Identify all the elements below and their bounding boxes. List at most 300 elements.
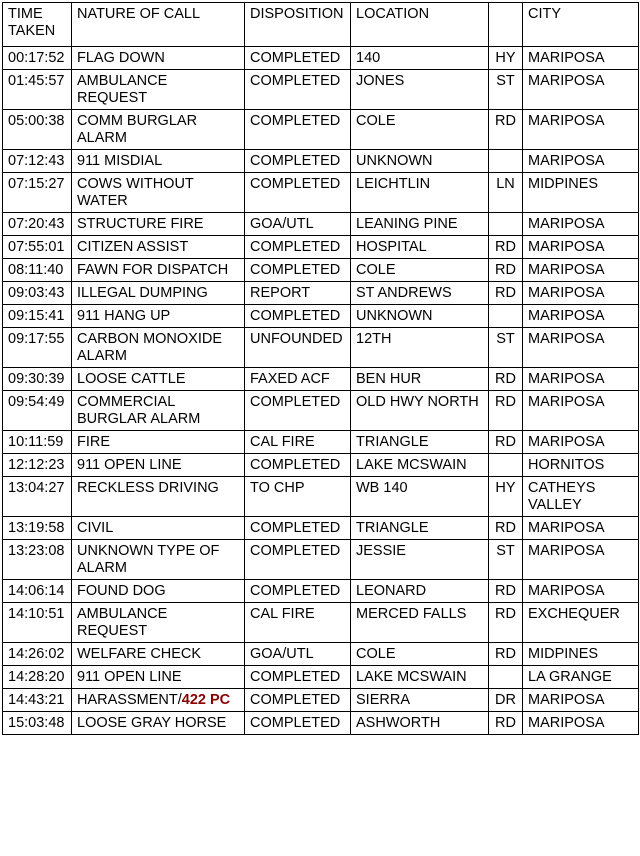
time-text: 14:26:02 xyxy=(8,646,65,662)
time-text: 07:55:01 xyxy=(8,239,65,255)
time-cell xyxy=(3,540,72,580)
city-text: MARIPOSA xyxy=(528,715,605,731)
nature-text: 911 HANG UP xyxy=(77,308,171,324)
column-header-city: CITY xyxy=(523,3,639,47)
street-suffix-text: RD xyxy=(495,646,516,662)
time-text: 14:28:20 xyxy=(8,669,65,685)
location-text: LEONARD xyxy=(356,583,427,599)
time-text: 13:19:58 xyxy=(8,520,65,536)
time-cell xyxy=(3,328,72,368)
street-suffix-cell xyxy=(489,328,523,368)
location-text: COLE xyxy=(356,113,396,129)
city-text: MARIPOSA xyxy=(528,153,605,169)
city-cell xyxy=(523,431,639,454)
street-suffix-cell xyxy=(489,47,523,70)
street-suffix-text: ST xyxy=(496,543,515,559)
disposition-cell xyxy=(245,603,351,643)
city-text: EXCHEQUER xyxy=(528,606,620,622)
city-text: MIDPINES xyxy=(528,646,599,662)
location-text: 12TH xyxy=(356,331,392,347)
city-cell xyxy=(523,643,639,666)
column-header-time: TIME TAKEN xyxy=(3,3,72,47)
disposition-cell xyxy=(245,666,351,689)
disposition-cell xyxy=(245,236,351,259)
time-text: 01:45:57 xyxy=(8,73,65,89)
disposition-text: GOA/UTL xyxy=(250,646,314,662)
table-row xyxy=(3,110,639,150)
street-suffix-text: RD xyxy=(495,262,516,278)
nature-text: 911 MISDIAL xyxy=(77,153,163,169)
city-cell xyxy=(523,213,639,236)
disposition-text: COMPLETED xyxy=(250,153,341,169)
nature-cell xyxy=(72,305,245,328)
nature-cell xyxy=(72,603,245,643)
table-row xyxy=(3,47,639,70)
street-suffix-cell xyxy=(489,110,523,150)
disposition-text: COMPLETED xyxy=(250,715,341,731)
city-text: CATHEYS VALLEY xyxy=(528,480,596,513)
header-row xyxy=(3,3,639,47)
disposition-text: COMPLETED xyxy=(250,669,341,685)
city-text: MARIPOSA xyxy=(528,543,605,559)
street-suffix-text: RD xyxy=(495,434,516,450)
location-cell xyxy=(351,454,489,477)
city-text: MARIPOSA xyxy=(528,216,605,232)
table-row xyxy=(3,666,639,689)
city-text: MARIPOSA xyxy=(528,371,605,387)
street-suffix-text: ST xyxy=(496,331,515,347)
street-suffix-text: RD xyxy=(495,394,516,410)
nature-cell xyxy=(72,712,245,735)
time-text: 09:15:41 xyxy=(8,308,65,324)
location-cell xyxy=(351,666,489,689)
nature-cell xyxy=(72,282,245,305)
street-suffix-text: RD xyxy=(495,371,516,387)
city-cell xyxy=(523,712,639,735)
street-suffix-cell xyxy=(489,643,523,666)
table-row xyxy=(3,643,639,666)
disposition-cell xyxy=(245,150,351,173)
location-text: COLE xyxy=(356,262,396,278)
nature-text: COMMERCIAL BURGLAR ALARM xyxy=(77,394,201,427)
table-row xyxy=(3,282,639,305)
nature-cell xyxy=(72,368,245,391)
street-suffix-text: RD xyxy=(495,113,516,129)
disposition-text: CAL FIRE xyxy=(250,606,315,622)
table-row xyxy=(3,368,639,391)
time-text: 00:17:52 xyxy=(8,50,65,66)
table-row xyxy=(3,517,639,540)
city-text: HORNITOS xyxy=(528,457,605,473)
city-text: MARIPOSA xyxy=(528,434,605,450)
city-text: MARIPOSA xyxy=(528,50,605,66)
disposition-text: FAXED ACF xyxy=(250,371,330,387)
location-text: TRIANGLE xyxy=(356,520,429,536)
time-cell xyxy=(3,110,72,150)
time-cell xyxy=(3,213,72,236)
location-text: TRIANGLE xyxy=(356,434,429,450)
disposition-text: COMPLETED xyxy=(250,73,341,89)
city-cell xyxy=(523,689,639,712)
nature-cell xyxy=(72,328,245,368)
nature-text: FLAG DOWN xyxy=(77,50,165,66)
street-suffix-cell xyxy=(489,173,523,213)
disposition-cell xyxy=(245,259,351,282)
time-cell xyxy=(3,70,72,110)
nature-cell xyxy=(72,540,245,580)
city-text: MIDPINES xyxy=(528,176,599,192)
time-text: 09:30:39 xyxy=(8,371,65,387)
city-text: MARIPOSA xyxy=(528,285,605,301)
nature-cell xyxy=(72,391,245,431)
disposition-text: COMPLETED xyxy=(250,457,341,473)
location-text: COLE xyxy=(356,646,396,662)
column-header-location: LOCATION xyxy=(351,3,489,47)
city-cell xyxy=(523,70,639,110)
disposition-text: COMPLETED xyxy=(250,394,341,410)
city-text: MARIPOSA xyxy=(528,331,605,347)
location-text: LEANING PINE xyxy=(356,216,458,232)
location-cell xyxy=(351,150,489,173)
nature-cell xyxy=(72,173,245,213)
time-text: 10:11:59 xyxy=(8,434,64,450)
street-suffix-cell xyxy=(489,368,523,391)
disposition-text: COMPLETED xyxy=(250,239,341,255)
disposition-cell xyxy=(245,70,351,110)
call-log-table xyxy=(2,2,639,735)
table-row xyxy=(3,213,639,236)
disposition-cell xyxy=(245,213,351,236)
disposition-cell xyxy=(245,368,351,391)
city-cell xyxy=(523,580,639,603)
table-row xyxy=(3,173,639,213)
street-suffix-cell xyxy=(489,305,523,328)
nature-text: AMBULANCE REQUEST xyxy=(77,606,168,639)
city-cell xyxy=(523,391,639,431)
disposition-text: COMPLETED xyxy=(250,50,341,66)
time-cell xyxy=(3,517,72,540)
disposition-cell xyxy=(245,540,351,580)
location-cell xyxy=(351,70,489,110)
location-cell xyxy=(351,173,489,213)
location-text: WB 140 xyxy=(356,480,408,496)
location-text: LAKE MCSWAIN xyxy=(356,457,467,473)
city-text: MARIPOSA xyxy=(528,520,605,536)
nature-cell xyxy=(72,689,245,712)
city-cell xyxy=(523,259,639,282)
city-cell xyxy=(523,368,639,391)
nature-text: 911 OPEN LINE xyxy=(77,669,182,685)
city-cell xyxy=(523,305,639,328)
city-cell xyxy=(523,540,639,580)
time-text: 05:00:38 xyxy=(8,113,65,129)
disposition-text: COMPLETED xyxy=(250,543,341,559)
nature-text: CARBON MONOXIDE ALARM xyxy=(77,331,223,364)
location-cell xyxy=(351,391,489,431)
city-cell xyxy=(523,454,639,477)
location-cell xyxy=(351,580,489,603)
location-text: SIERRA xyxy=(356,692,410,708)
location-cell xyxy=(351,305,489,328)
street-suffix-cell xyxy=(489,689,523,712)
disposition-text: COMPLETED xyxy=(250,520,341,536)
disposition-text: TO CHP xyxy=(250,480,305,496)
location-cell xyxy=(351,712,489,735)
time-text: 09:17:55 xyxy=(8,331,65,347)
time-cell xyxy=(3,454,72,477)
time-cell xyxy=(3,47,72,70)
street-suffix-cell xyxy=(489,666,523,689)
location-cell xyxy=(351,259,489,282)
nature-text: STRUCTURE FIRE xyxy=(77,216,204,232)
location-cell xyxy=(351,236,489,259)
street-suffix-cell xyxy=(489,431,523,454)
time-cell xyxy=(3,689,72,712)
street-suffix-cell xyxy=(489,517,523,540)
time-cell xyxy=(3,712,72,735)
city-cell xyxy=(523,47,639,70)
location-text: ASHWORTH xyxy=(356,715,441,731)
nature-cell xyxy=(72,47,245,70)
time-cell xyxy=(3,236,72,259)
location-cell xyxy=(351,368,489,391)
city-cell xyxy=(523,517,639,540)
time-cell xyxy=(3,477,72,517)
city-cell xyxy=(523,236,639,259)
city-cell xyxy=(523,477,639,517)
location-text: JESSIE xyxy=(356,543,406,559)
nature-text: UNKNOWN TYPE OF ALARM xyxy=(77,543,220,576)
disposition-text: COMPLETED xyxy=(250,262,341,278)
location-cell xyxy=(351,540,489,580)
disposition-cell xyxy=(245,643,351,666)
disposition-text: GOA/UTL xyxy=(250,216,314,232)
time-text: 14:06:14 xyxy=(8,583,65,599)
nature-cell xyxy=(72,517,245,540)
disposition-text: UNFOUNDED xyxy=(250,331,343,347)
time-text: 12:12:23 xyxy=(8,457,65,473)
location-cell xyxy=(351,110,489,150)
disposition-cell xyxy=(245,454,351,477)
disposition-text: CAL FIRE xyxy=(250,434,315,450)
disposition-cell xyxy=(245,712,351,735)
street-suffix-cell xyxy=(489,580,523,603)
penal-code-highlight: 422 PC xyxy=(181,692,231,708)
city-cell xyxy=(523,150,639,173)
disposition-text: COMPLETED xyxy=(250,113,341,129)
disposition-cell xyxy=(245,47,351,70)
column-header-disposition: DISPOSITION xyxy=(245,3,351,47)
time-cell xyxy=(3,150,72,173)
location-text: 140 xyxy=(356,50,381,66)
location-text: ST ANDREWS xyxy=(356,285,452,301)
city-text: MARIPOSA xyxy=(528,239,605,255)
location-text: MERCED FALLS xyxy=(356,606,467,622)
time-cell xyxy=(3,282,72,305)
nature-text: RECKLESS DRIVING xyxy=(77,480,219,496)
city-cell xyxy=(523,603,639,643)
city-cell xyxy=(523,282,639,305)
table-row xyxy=(3,328,639,368)
city-text: MARIPOSA xyxy=(528,692,605,708)
nature-cell xyxy=(72,259,245,282)
nature-cell xyxy=(72,666,245,689)
nature-text: CITIZEN ASSIST xyxy=(77,239,189,255)
street-suffix-text: RD xyxy=(495,606,516,622)
disposition-text: COMPLETED xyxy=(250,692,341,708)
nature-cell xyxy=(72,477,245,517)
city-text: MARIPOSA xyxy=(528,73,605,89)
disposition-cell xyxy=(245,477,351,517)
nature-cell xyxy=(72,150,245,173)
time-text: 07:15:27 xyxy=(8,176,65,192)
location-text: OLD HWY NORTH xyxy=(356,394,479,410)
street-suffix-cell xyxy=(489,477,523,517)
location-cell xyxy=(351,603,489,643)
city-cell xyxy=(523,173,639,213)
column-header-nature: NATURE OF CALL xyxy=(72,3,245,47)
table-row xyxy=(3,454,639,477)
location-text: UNKNOWN xyxy=(356,153,433,169)
table-row xyxy=(3,70,639,110)
city-cell xyxy=(523,328,639,368)
street-suffix-text: HY xyxy=(495,50,516,66)
street-suffix-text: RD xyxy=(495,239,516,255)
location-cell xyxy=(351,47,489,70)
location-cell xyxy=(351,477,489,517)
street-suffix-cell xyxy=(489,454,523,477)
street-suffix-text: ST xyxy=(496,73,515,89)
time-text: 13:04:27 xyxy=(8,480,65,496)
table-row xyxy=(3,150,639,173)
street-suffix-cell xyxy=(489,213,523,236)
time-cell xyxy=(3,173,72,213)
time-cell xyxy=(3,391,72,431)
location-text: HOSPITAL xyxy=(356,239,427,255)
street-suffix-text: RD xyxy=(495,285,516,301)
table-row xyxy=(3,477,639,517)
column-header-suffix xyxy=(489,3,523,47)
disposition-cell xyxy=(245,689,351,712)
table-row xyxy=(3,431,639,454)
nature-text: CIVIL xyxy=(77,520,114,536)
city-text: MARIPOSA xyxy=(528,394,605,410)
table-row xyxy=(3,305,639,328)
time-text: 15:03:48 xyxy=(8,715,65,731)
nature-text: COWS WITHOUT WATER xyxy=(77,176,194,209)
street-suffix-text: LN xyxy=(496,176,515,192)
table-row xyxy=(3,259,639,282)
nature-text: HARASSMENT/ xyxy=(77,692,182,708)
location-text: BEN HUR xyxy=(356,371,422,387)
nature-cell xyxy=(72,454,245,477)
table-row xyxy=(3,540,639,580)
table-row xyxy=(3,580,639,603)
street-suffix-cell xyxy=(489,259,523,282)
city-text: MARIPOSA xyxy=(528,262,605,278)
table-row xyxy=(3,391,639,431)
street-suffix-cell xyxy=(489,150,523,173)
nature-text: 911 OPEN LINE xyxy=(77,457,182,473)
time-text: 07:20:43 xyxy=(8,216,65,232)
time-cell xyxy=(3,305,72,328)
location-cell xyxy=(351,282,489,305)
disposition-cell xyxy=(245,305,351,328)
street-suffix-cell xyxy=(489,540,523,580)
location-cell xyxy=(351,328,489,368)
city-text: MARIPOSA xyxy=(528,113,605,129)
city-cell xyxy=(523,110,639,150)
location-cell xyxy=(351,431,489,454)
nature-text: COMM BURGLAR ALARM xyxy=(77,113,198,146)
disposition-cell xyxy=(245,431,351,454)
street-suffix-text: RD xyxy=(495,520,516,536)
city-cell xyxy=(523,666,639,689)
nature-text: WELFARE CHECK xyxy=(77,646,202,662)
nature-cell xyxy=(72,213,245,236)
nature-cell xyxy=(72,236,245,259)
nature-cell xyxy=(72,70,245,110)
street-suffix-text: RD xyxy=(495,715,516,731)
time-cell xyxy=(3,431,72,454)
location-cell xyxy=(351,689,489,712)
disposition-cell xyxy=(245,580,351,603)
disposition-cell xyxy=(245,328,351,368)
nature-text: LOOSE GRAY HORSE xyxy=(77,715,227,731)
nature-text: LOOSE CATTLE xyxy=(77,371,186,387)
nature-text: FIRE xyxy=(77,434,111,450)
table-row xyxy=(3,603,639,643)
nature-text: ILLEGAL DUMPING xyxy=(77,285,208,301)
location-text: JONES xyxy=(356,73,405,89)
time-cell xyxy=(3,666,72,689)
street-suffix-text: RD xyxy=(495,583,516,599)
nature-text: FOUND DOG xyxy=(77,583,166,599)
street-suffix-cell xyxy=(489,236,523,259)
location-text: LEICHTLIN xyxy=(356,176,431,192)
nature-text: FAWN FOR DISPATCH xyxy=(77,262,229,278)
disposition-text: COMPLETED xyxy=(250,308,341,324)
time-cell xyxy=(3,603,72,643)
time-text: 14:43:21 xyxy=(8,692,65,708)
street-suffix-cell xyxy=(489,282,523,305)
time-text: 09:03:43 xyxy=(8,285,65,301)
city-text: MARIPOSA xyxy=(528,583,605,599)
table-row xyxy=(3,712,639,735)
nature-cell xyxy=(72,643,245,666)
time-text: 09:54:49 xyxy=(8,394,65,410)
time-text: 08:11:40 xyxy=(8,262,64,278)
disposition-text: COMPLETED xyxy=(250,583,341,599)
table-row xyxy=(3,689,639,712)
street-suffix-text: HY xyxy=(495,480,516,496)
time-text: 14:10:51 xyxy=(8,606,65,622)
time-cell xyxy=(3,259,72,282)
location-cell xyxy=(351,213,489,236)
disposition-cell xyxy=(245,282,351,305)
disposition-cell xyxy=(245,517,351,540)
disposition-text: COMPLETED xyxy=(250,176,341,192)
street-suffix-cell xyxy=(489,70,523,110)
time-cell xyxy=(3,368,72,391)
time-cell xyxy=(3,643,72,666)
disposition-cell xyxy=(245,391,351,431)
location-cell xyxy=(351,517,489,540)
nature-text: AMBULANCE REQUEST xyxy=(77,73,168,106)
street-suffix-cell xyxy=(489,712,523,735)
street-suffix-text: DR xyxy=(495,692,516,708)
street-suffix-cell xyxy=(489,603,523,643)
